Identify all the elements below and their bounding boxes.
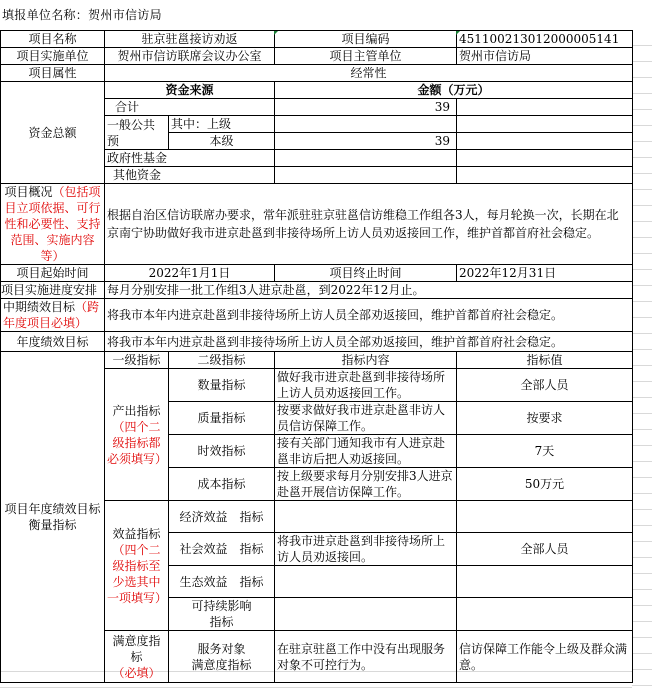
mid-goal-label-main: 中期绩效目标 <box>3 300 76 314</box>
header-value: 指标值 <box>457 352 633 369</box>
benefit-item-name <box>169 566 275 598</box>
benefit-item-name-a: 经济效益 <box>179 509 228 524</box>
source-header: 资金来源 <box>105 82 275 99</box>
header-level1: 一级指标 <box>105 352 169 369</box>
overview-label-note: （包括项目立项依据、可行性和必要性、支持范围、实施内容等） <box>4 185 101 263</box>
header-content: 指标内容 <box>275 352 457 369</box>
start-label: 项目起始时间 <box>1 265 105 282</box>
impl-unit-label: 项目实施单位 <box>1 48 105 65</box>
local-value[interactable]: 39 <box>275 133 457 150</box>
schedule-text[interactable]: 每月分别安排一批工作组3人进京赴邕，到2022年12月止。 <box>105 282 633 299</box>
benefit-item-content[interactable]: 将我市进京赴邕到非接待场所上访人员劝返接回。 <box>275 533 457 566</box>
attr-value[interactable]: 经常性 <box>105 65 633 82</box>
benefit-item-value[interactable] <box>457 598 633 631</box>
output-item-value[interactable]: 按要求 <box>457 402 633 435</box>
local-extra <box>457 133 633 150</box>
project-code[interactable]: 451100213012000005141 <box>457 31 633 48</box>
mid-goal-label-note: （跨年度项目必填） <box>3 300 100 330</box>
output-item-content[interactable]: 按要求做好我市进京赴邕非访人员信访保障工作。 <box>275 402 457 435</box>
output-item-content[interactable]: 按上级要求每月分别安排3人进京赴邕开展信访保障工作。 <box>275 468 457 501</box>
output-label-note: （四个二级指标都必须填写） <box>107 419 168 466</box>
supervisor[interactable]: 贺州市信访局 <box>457 48 633 65</box>
output-item-content[interactable]: 接有关部门通知我市有人进京赴邕非访后把人劝返接回。 <box>275 435 457 468</box>
overview-label-main: 项目概况 <box>4 185 53 199</box>
total-value[interactable]: 39 <box>275 99 457 116</box>
benefit-label-main: 效益指标 <box>112 526 161 541</box>
benefit-item-value[interactable]: 全部人员 <box>457 533 633 566</box>
unit-label: 填报单位名称：贺州市信访局 <box>2 8 162 22</box>
output-label <box>105 369 169 501</box>
output-item-name: 成本指标 <box>169 468 275 501</box>
schedule-label: 项目实施进度安排 <box>1 282 105 299</box>
cell-comment-marker <box>456 31 460 35</box>
mid-goal-text[interactable]: 将我市本年内进京赴邕到非接待场所上访人员全部劝返接回，维护首都首府社会稳定。 <box>105 299 633 332</box>
benefit-item-value[interactable] <box>457 501 633 533</box>
of-which-label: 其中：上级 <box>169 116 275 133</box>
end-label: 项目终止时间 <box>275 265 457 282</box>
gov-fund-value[interactable] <box>275 150 457 167</box>
amount-header: 金额（万元） <box>275 82 633 99</box>
output-item-name: 时效指标 <box>169 435 275 468</box>
benefit-item-name <box>169 533 275 566</box>
satisfaction-item-content[interactable]: 在驻京驻邕工作中没有出现服务对象不可控行为。 <box>275 631 457 683</box>
local-label: 本级 <box>169 133 275 150</box>
output-item-name: 数量指标 <box>169 369 275 402</box>
satisfaction-label-note: （必填） <box>112 665 161 680</box>
impl-unit[interactable]: 贺州市信访联席会议办公室 <box>105 48 275 65</box>
benefit-item-name <box>169 598 275 631</box>
supervisor-label: 项目主管单位 <box>275 48 457 65</box>
project-name-label: 项目名称 <box>1 31 105 48</box>
gov-fund-label: 政府性基金 <box>105 150 275 167</box>
sheet-gridlines <box>632 30 652 688</box>
total-extra <box>457 99 633 116</box>
benefit-item-content[interactable] <box>275 566 457 598</box>
benefit-label-note: （四个二级指标至少选其中一项填写） <box>107 542 168 605</box>
benefit-item-name-b: 指标 <box>239 574 264 589</box>
benefit-item-name-a: 生态效益 <box>179 574 228 589</box>
benefit-item-name-a: 社会效益 <box>179 542 228 556</box>
benefit-item-name-b: 指标 <box>239 509 264 524</box>
benefit-item-name-b: 指标 <box>209 615 234 629</box>
benefit-item-content[interactable] <box>275 598 457 631</box>
attr-label: 项目属性 <box>1 65 105 82</box>
output-label-main: 产出指标 <box>112 403 161 418</box>
header-level2: 二级指标 <box>169 352 275 369</box>
satisfaction-item-name-b: 满意度指标 <box>191 657 252 672</box>
benefit-item-name-a: 可持续影响 <box>191 599 252 613</box>
start-value[interactable]: 2022年1月1日 <box>105 265 275 282</box>
year-goal-text[interactable]: 将我市本年内进京赴邕到非接待场所上访人员全部劝返接回，维护首都首府社会稳定。 <box>105 332 633 352</box>
other-fund-extra <box>457 167 633 184</box>
overview-label <box>1 184 105 265</box>
other-fund-value[interactable] <box>275 167 457 184</box>
satisfaction-label-main: 满意度指标 <box>112 633 161 664</box>
project-code-label: 项目编码 <box>275 31 457 48</box>
output-item-content[interactable]: 做好我市进京赴邕到非接待场所上访人员劝返接回工作。 <box>275 369 457 402</box>
output-item-name: 质量指标 <box>169 402 275 435</box>
mid-goal-label <box>1 299 105 332</box>
satisfaction-item-name-a: 服务对象 <box>197 641 246 656</box>
benefit-item-name <box>169 501 275 533</box>
upper-value[interactable] <box>275 116 457 133</box>
output-item-value[interactable]: 7天 <box>457 435 633 468</box>
funds-label: 资金总额 <box>1 82 105 184</box>
indicator-section-label: 项目年度绩效目标衡量指标 <box>1 352 105 683</box>
total-label: 合计 <box>105 99 275 116</box>
cell-comment-marker <box>274 31 278 35</box>
satisfaction-item-value[interactable]: 信访保障工作能令上级及群众满意。 <box>457 631 633 683</box>
benefit-item-name-b: 指标 <box>239 542 264 556</box>
benefit-label <box>105 501 169 631</box>
project-performance-table <box>0 30 633 683</box>
output-item-value[interactable]: 50万元 <box>457 468 633 501</box>
general-public-label: 一般公共预 <box>105 116 169 150</box>
year-goal-label: 年度绩效目标 <box>1 332 105 352</box>
benefit-item-content[interactable] <box>275 501 457 533</box>
gov-fund-extra <box>457 150 633 167</box>
satisfaction-label <box>105 631 169 683</box>
project-name[interactable]: 驻京驻邕接访劝返 <box>105 31 275 48</box>
end-value[interactable]: 2022年12月31日 <box>457 265 633 282</box>
output-item-value[interactable]: 全部人员 <box>457 369 633 402</box>
satisfaction-item-name <box>169 631 275 683</box>
other-fund-label: 其他资金 <box>105 167 275 184</box>
upper-extra <box>457 116 633 133</box>
benefit-item-value[interactable] <box>457 566 633 598</box>
overview-text[interactable]: 根据自治区信访联席办要求，常年派驻驻京驻邕信访维稳工作组各3人，每月轮换一次，长期在北京南宁协助做好我市进京赴邕到非接待场所上访人员劝返接回工作，维护首都首府社会稳定。 <box>105 184 633 265</box>
